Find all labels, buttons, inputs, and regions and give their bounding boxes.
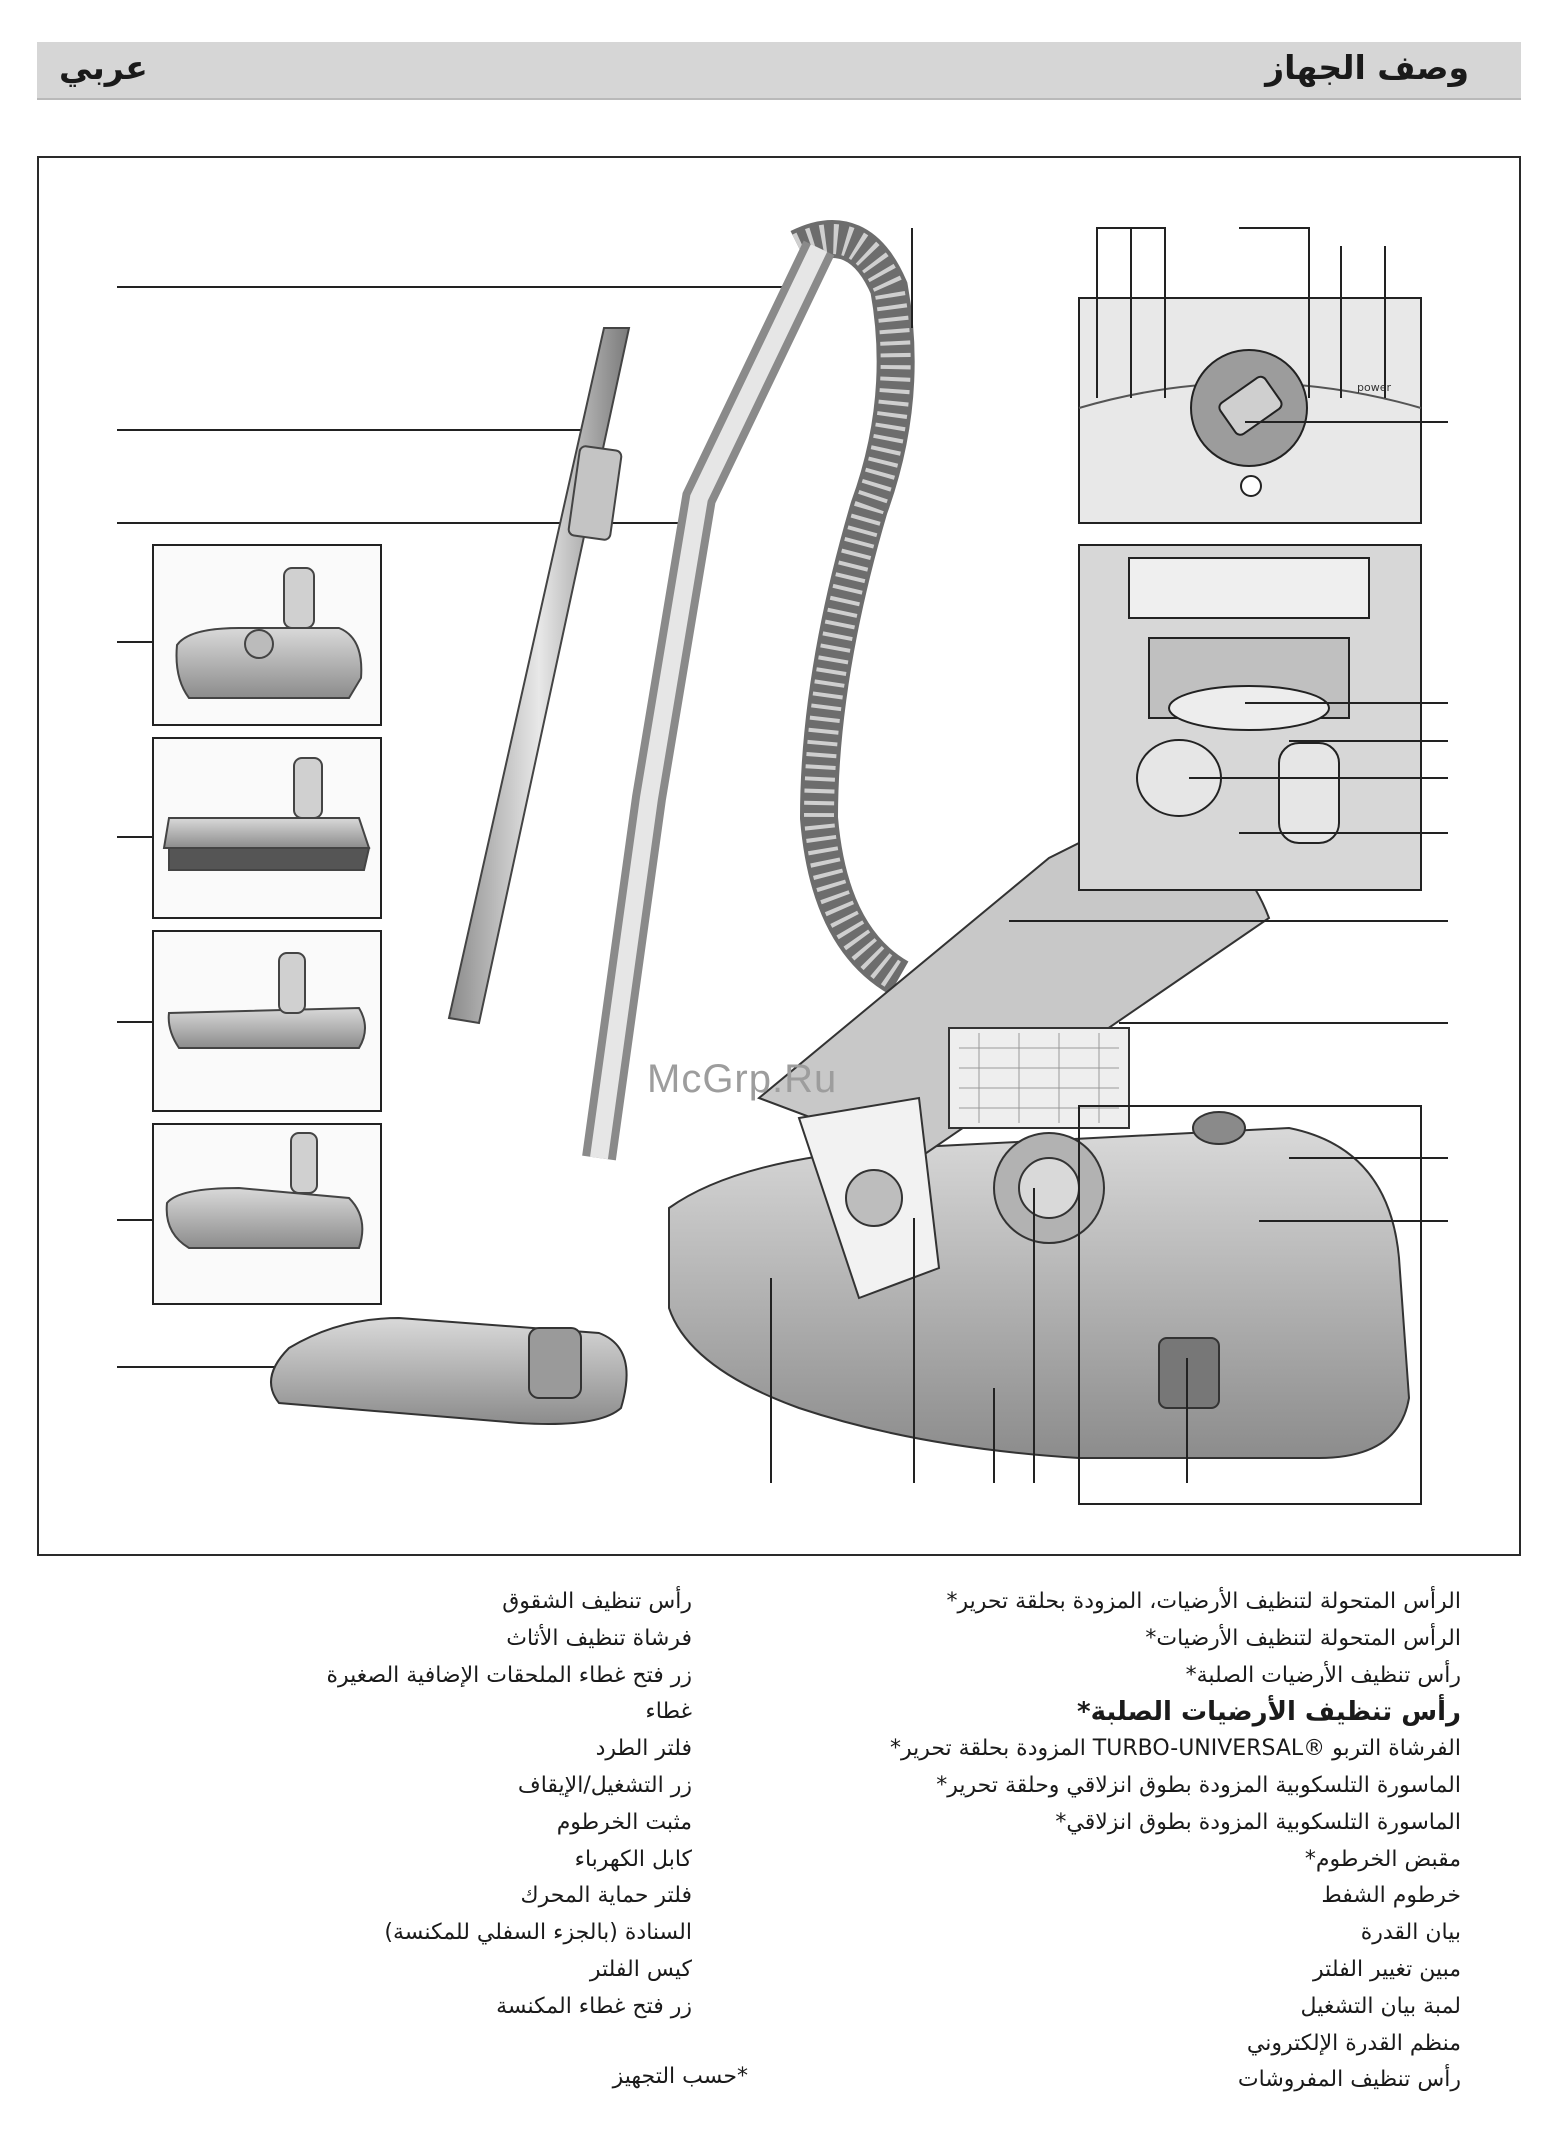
legend-item: كابل الكهرباء: [574, 1846, 692, 1872]
watermark: McGrp.Ru: [647, 1057, 838, 1101]
legend-item: رأس تنظيف المفروشات: [1237, 2067, 1461, 2093]
legend-item: الماسورة التلسكوبية المزودة بطوق انزلاقي*: [1055, 1809, 1461, 1835]
legend-item: غطاء: [645, 1699, 692, 1725]
legend-item: زر فتح غطاء المكنسة: [496, 1993, 692, 2019]
vacuum-illustration: [39, 158, 1521, 1556]
legend-item: زر فتح غطاء الملحقات الإضافية الصغيرة: [326, 1662, 692, 1688]
legend-item: رأس تنظيف الشقوق: [502, 1589, 692, 1614]
legend-item: لمبة بيان التشغيل: [1300, 1993, 1461, 2019]
legend-item: رأس تنظيف الأرضيات الصلبة*: [1185, 1662, 1461, 1688]
legend-item: الرأس المتحولة لتنظيف الأرضيات، المزودة بحلقة تحرير*: [946, 1589, 1461, 1614]
legend-left-column: [326, 1584, 692, 2026]
appliance-diagram: [37, 156, 1521, 1556]
page-title: وصف الجهاز: [1265, 48, 1469, 87]
accessory-compartment-inset: [1079, 545, 1421, 890]
language-label: عربي: [59, 48, 148, 87]
legend-item: الماسورة التلسكوبية المزودة بطوق انزلاقي وحلقة تحرير*: [936, 1772, 1461, 1798]
legend-item: كيس الفلتر: [589, 1956, 692, 1982]
floor-nozzle-drawing: [271, 1318, 627, 1424]
legend-item: فلتر حماية المحرك: [520, 1883, 692, 1909]
legend-item: الرأس المتحولة لتنظيف الأرضيات*: [1145, 1625, 1461, 1651]
legend-right-column: [890, 1584, 1461, 2099]
legend-item: مقبض الخرطوم*: [1304, 1846, 1461, 1872]
legend-item: الفرشاة التربو ®TURBO-UNIVERSAL المزودة بحلقة تحرير*: [889, 1736, 1461, 1762]
legend-item: فلتر الطرد: [595, 1736, 692, 1762]
vacuum-body-drawing: [669, 808, 1409, 1458]
legend-item: زر التشغيل/الإيقاف: [517, 1772, 692, 1798]
legend-item: مثبت الخرطوم: [556, 1809, 692, 1835]
telescopic-tube-drawing: [449, 328, 629, 1023]
header-bar: [37, 42, 1521, 100]
power-label: power: [1357, 381, 1391, 394]
footnote: *حسب التجهيز: [612, 2064, 748, 2089]
legend-item: خرطوم الشفط: [1321, 1883, 1461, 1909]
legend-item: منظم القدرة الإلكتروني: [1246, 2030, 1461, 2056]
legend-item: بيان القدرة: [1360, 1920, 1461, 1946]
legend-item: فرشاة تنظيف الأثاث: [506, 1625, 692, 1651]
legend-item: مبين تغيير الفلتر: [1313, 1956, 1461, 1982]
legend-item: رأس تنظيف الأرضيات الصلبة*: [1077, 1697, 1461, 1728]
legend-item: السنادة (بالجزء السفلي للمكنسة): [384, 1920, 692, 1946]
